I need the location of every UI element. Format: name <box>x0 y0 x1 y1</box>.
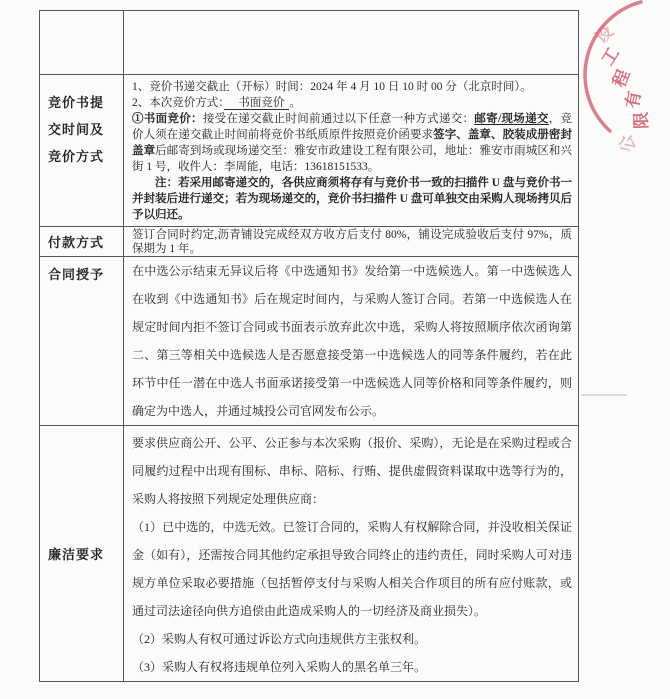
empty-row-content-cell <box>124 11 578 74</box>
award-text: 在中选公示结束无异议后将《中选通知书》发给第一中选候选人。第一中选候选人在收到《中选通知书》后在规定时间内，与采购人签订合同。若第一中选候选人在规定时间内拒不签订合同或书面表示放弃此次中选，采购人将按照顺序依次函询第二、第三等相关中选候选人是否愿意接受第一中选候选人的同等条件履约，若在此环节中任一潜在中选人书面承诺接受第一中选候选人同等价格和同等条件履约，则确定为中选人，并通过城投公司官网发布公示。 <box>132 264 572 418</box>
seal-char-1: 设 <box>591 21 618 48</box>
delivery-segment-4: ，竞价人须在递交截止时间前将竞价书纸质原件按照竞价函要求 <box>132 113 573 141</box>
integrity-clause-1: （1）已中选的，中选无效。已签订合同的，采购人有权解除合同，并没收相关保证金（如有），还需按合同其他约定承担导致合同终止的违约责任，同时采购人可对违规方单位采取必要措施（包括暂停支付与采购人相关合作项目的所有应付账款，或通过司法途径向供方追偿由此造成采购人的一切经济及商业损失）。 <box>132 520 572 618</box>
payment-text: 签订合同时约定,沥青铺设完成经双方收方后支付 80%，铺设完成验收后支付 97%，质保期为 1 年。 <box>132 229 572 255</box>
table-row-submission <box>40 74 578 226</box>
delivery-requirements-segment: 签字、盖章、胶装成册密封盖章 <box>132 129 573 157</box>
delivery-heading-segment: ①书面竞价： <box>132 113 203 125</box>
method-line-suffix: 。 <box>289 97 301 109</box>
delivery-segment-6: 后邮寄到场或现场递交至：雅安市政建设工程有限公司，地址：雅安市雨城区和兴街 1 号，收件人：李周能，电话：13618151533。 <box>132 145 573 173</box>
table-row-integrity <box>40 425 578 681</box>
procurement-terms-table <box>39 10 579 682</box>
delivery-methods-segment: 邮寄/现场递交 <box>474 113 549 125</box>
table-row-payment <box>40 226 578 256</box>
integrity-label: 廉洁要求 <box>40 426 124 681</box>
submission-content <box>124 75 578 226</box>
table-row-empty <box>40 11 578 74</box>
submission-method-line <box>132 95 572 111</box>
submission-label: 竞价书提交时间及竞价方式 <box>40 75 124 226</box>
empty-row-label-cell <box>40 11 124 74</box>
seal-char-5: 限 <box>631 111 652 130</box>
seal-char-2: 工 <box>597 44 624 69</box>
method-line-value: 书面竞价 <box>224 97 289 110</box>
submission-note-paragraph: 注：若采用邮寄递交的，各供应商须将存有与竞价书一致的扫描件 U 盘与竞价书一并封装后进行递交；若为现场递交的，竞价书扫描件 U 盘可单独交由采购人现场拷贝后予以归还。 <box>132 177 572 221</box>
integrity-clause-2: （2）采购人有权可通过诉讼方式向违规供方主张权利。 <box>132 632 427 646</box>
delivery-segment-2: 接受在递交截止时间前通过以下任意一种方式递交： <box>202 113 475 125</box>
submission-deadline-line: 1、竞价书递交截止（开标）时间：2024 年 4 月 10 日 10 时 00 分（北京时间）。 <box>132 81 532 93</box>
integrity-clause-3: （3）采购人有权将违规单位列入采购人的黑名单三年。 <box>132 660 427 674</box>
method-line-prefix: 2、本次竞价方式： <box>132 97 224 109</box>
submission-delivery-paragraph <box>132 111 572 175</box>
table-row-award <box>40 256 578 425</box>
payment-label: 付款方式 <box>40 227 124 256</box>
integrity-intro-paragraph: 要求供应商公开、公平、公正参与本次采购（报价、采购），无论是在采购过程或合同履约过程中出现有围标、串标、陪标、行贿、提供虚假资料谋取中选等行为的，采购人将按照下列规定处理供应商： <box>132 436 572 506</box>
scan-artifact-dash <box>581 394 627 396</box>
integrity-content <box>124 426 578 681</box>
seal-char-4: 有 <box>622 89 645 110</box>
seal-char-6: 公 <box>615 132 640 155</box>
award-label: 合同授予 <box>40 257 124 425</box>
seal-char-3: 程 <box>609 67 634 90</box>
